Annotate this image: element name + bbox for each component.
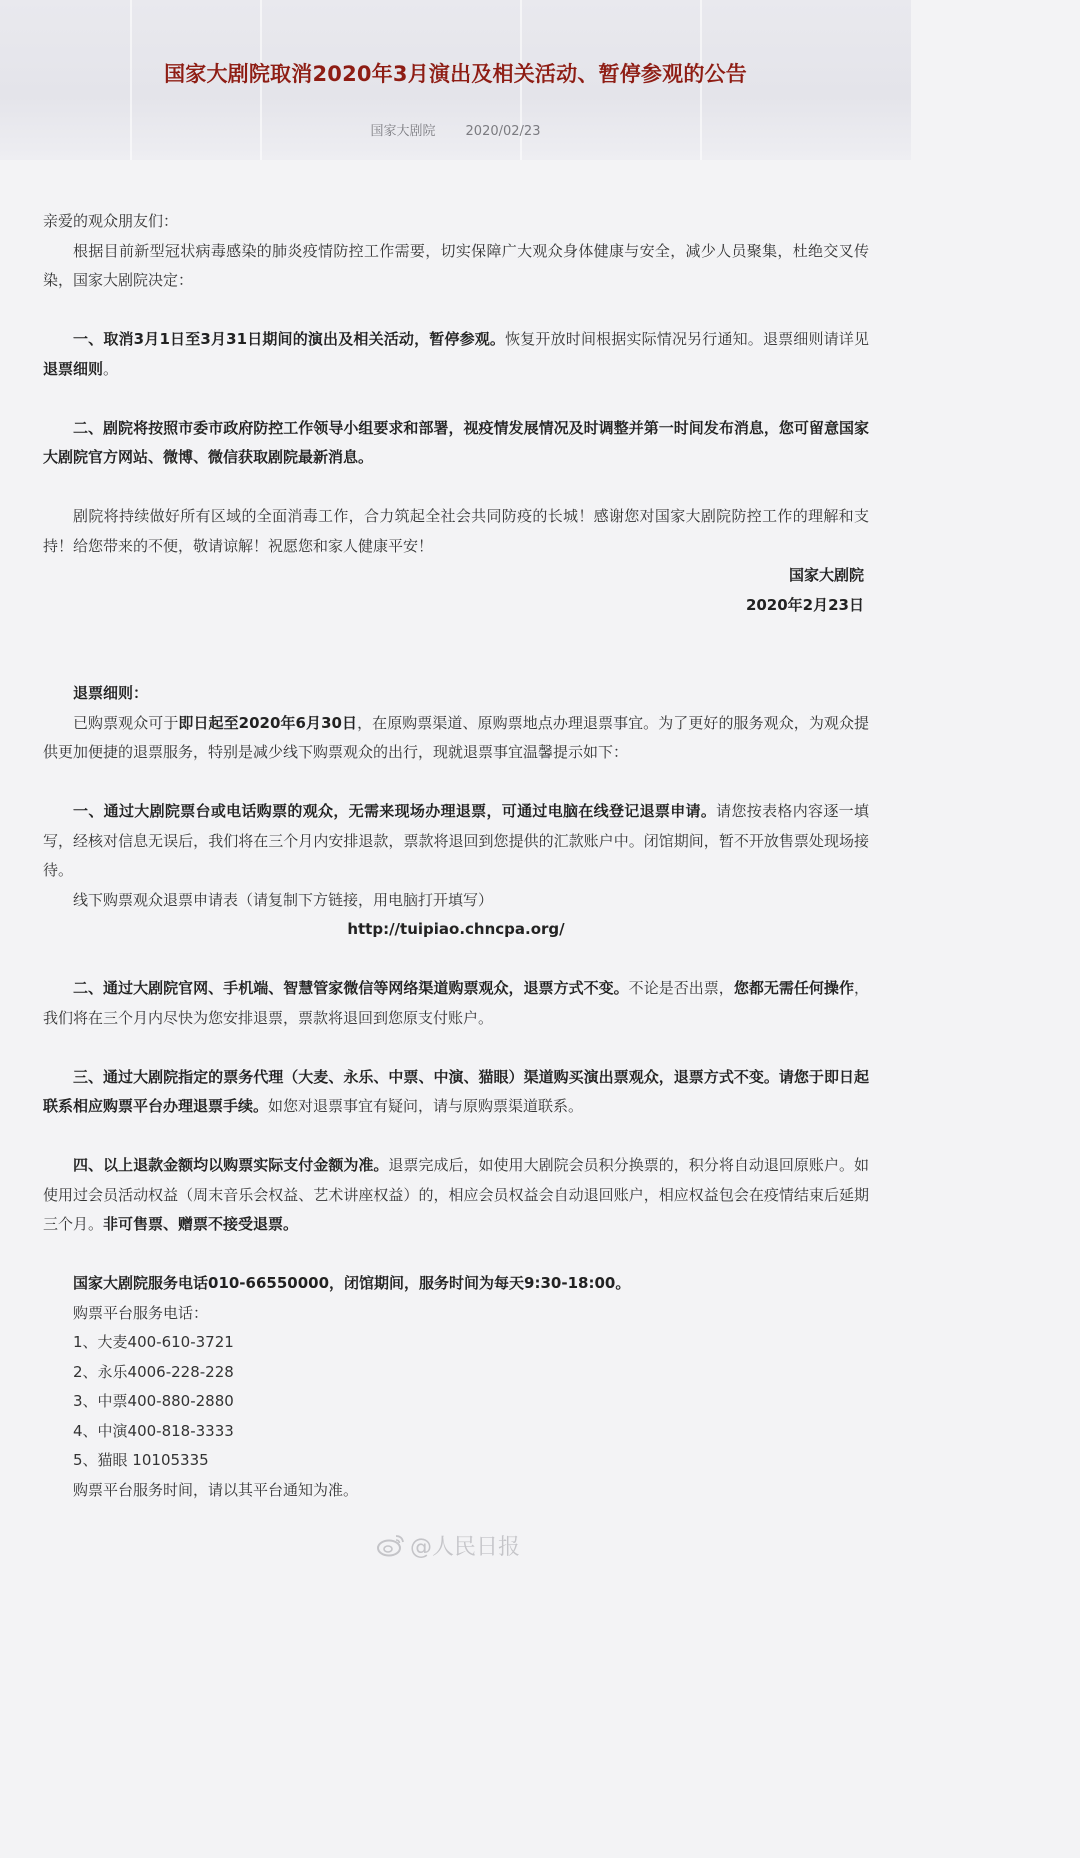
signature-name: 国家大剧院 bbox=[788, 566, 864, 584]
platform-heading: 购票平台服务电话： bbox=[73, 1303, 209, 1322]
decision-item-1: 一、取消3月1日至3月31日期间的演出及相关活动，暂停参观。恢复开放时间根据实际情况另行通知。退票细则请详见退票细则。 bbox=[43, 330, 869, 378]
refund-intro: 已购票观众可于即日起至2020年6月30日，在原购票渠道、原购票地点办理退票事宜。为了更好的服务观众，为观众提供更加便捷的退票服务，特别是减少线下购票观众的出行，现就退票事宜温馨提示如下： bbox=[43, 713, 869, 761]
article-date: 2020/02/23 bbox=[465, 124, 541, 139]
signature-date: 2020年2月23日 bbox=[745, 595, 864, 614]
closing-paragraph: 剧院将持续做好所有区域的全面消毒工作，合力筑起全社会共同防疫的长城！感谢您对国家大剧院防控工作的理解和支持！给您带来的不便，敬请谅解！祝愿您和家人健康平安！ bbox=[43, 507, 869, 555]
weibo-icon bbox=[376, 1533, 406, 1557]
article-header bbox=[0, 0, 911, 160]
list-item: 1、大麦400-610-3721 bbox=[73, 1333, 234, 1351]
platform-note: 购票平台服务时间，请以其平台通知为准。 bbox=[73, 1480, 359, 1499]
article-source: 国家大剧院 bbox=[370, 124, 436, 139]
list-item: 3、中票400-880-2880 bbox=[73, 1392, 234, 1410]
list-item: 2、永乐4006-228-228 bbox=[73, 1362, 234, 1381]
greeting: 亲爱的观众朋友们： bbox=[43, 212, 179, 230]
service-phone: 国家大剧院服务电话010-66550000，闭馆期间，服务时间为每天9:30-18:00。 bbox=[73, 1274, 631, 1292]
article-body bbox=[43, 207, 869, 1505]
refund-form-note: 线下购票观众退票申请表（请复制下方链接，用电脑打开填写） bbox=[73, 890, 494, 909]
refund-heading: 退票细则： bbox=[73, 684, 149, 702]
refund-rule-4: 四、以上退款金额均以购票实际支付金额为准。退票完成后，如使用大剧院会员积分换票的，积分将自动退回原账户。如使用过会员活动权益（周末音乐会权益、艺术讲座权益）的，相应会员权益会自动退回账户，相应权益包会在疫情结束后延期三个月。非可售票、赠票不接受退票。 bbox=[43, 1156, 869, 1233]
watermark-text: @人民日报 bbox=[410, 1534, 521, 1560]
refund-rules-link[interactable]: 退票细则 bbox=[43, 359, 104, 378]
list-item: 4、中演400-818-3333 bbox=[73, 1421, 234, 1440]
article-meta bbox=[0, 120, 911, 139]
refund-rule-3: 三、通过大剧院指定的票务代理（大麦、永乐、中票、中演、猫眼）渠道购买演出票观众，退票方式不变。请您于即日起联系相应购票平台办理退票手续。如您对退票事宜有疑问，请与原购票渠道联系。 bbox=[43, 1067, 869, 1115]
list-item: 5、猫眼 10105335 bbox=[73, 1451, 209, 1469]
decision-item-2: 二、剧院将按照市委市政府防控工作领导小组要求和部署，视疫情发展情况及时调整并第一时间发布消息，您可留意国家大剧院官方网站、微博、微信获取剧院最新消息。 bbox=[43, 418, 869, 466]
refund-rule-1: 一、通过大剧院票台或电话购票的观众，无需来现场办理退票，可通过电脑在线登记退票申请。请您按表格内容逐一填写，经核对信息无误后，我们将在三个月内安排退款，票款将退回到您提供的汇款账户中。闭馆期间，暂不开放售票处现场接待。 bbox=[43, 802, 869, 879]
intro-paragraph: 根据目前新型冠状病毒感染的肺炎疫情防控工作需要，切实保障广大观众身体健康与安全，减少人员聚集，杜绝交叉传染，国家大剧院决定： bbox=[43, 241, 869, 289]
refund-rule-2: 二、通过大剧院官网、手机端、智慧管家微信等网络渠道购票观众，退票方式不变。不论是否出票，您都无需任何操作，我们将在三个月内尽快为您安排退票，票款将退回到您原支付账户。 bbox=[43, 979, 869, 1027]
page-title: 国家大剧院取消2020年3月演出及相关活动、暂停参观的公告 bbox=[164, 62, 747, 86]
refund-url-link[interactable]: http://tuipiao.chncpa.org/ bbox=[347, 920, 565, 938]
watermark bbox=[376, 1530, 536, 1560]
